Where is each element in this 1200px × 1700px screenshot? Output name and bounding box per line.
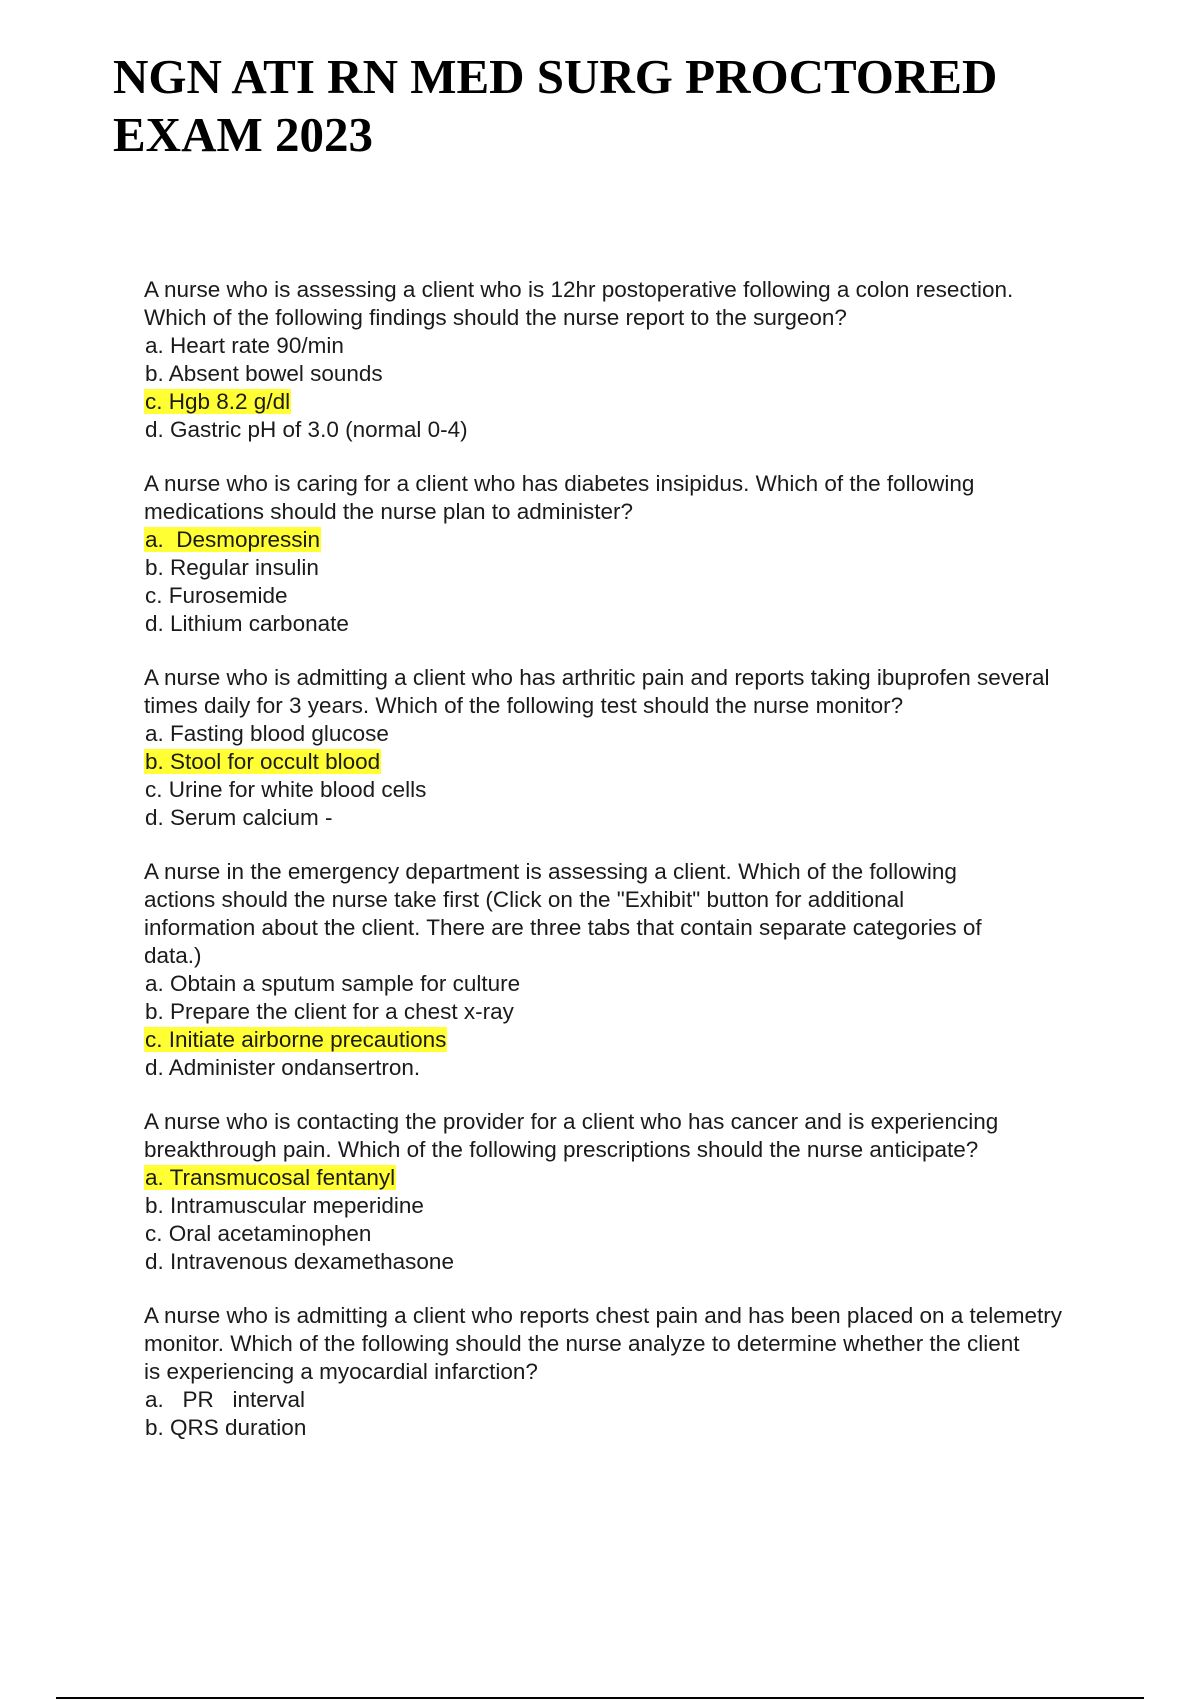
question-stem-line: medications should the nurse plan to administer?: [144, 499, 634, 524]
answer-option: [144, 1414, 1144, 1442]
document-title: [113, 48, 1113, 164]
answer-option-text: b. Absent bowel sounds: [145, 361, 383, 386]
answer-option-text: d. Serum calcium -: [145, 805, 333, 830]
answer-option: [144, 776, 1144, 804]
answer-option-highlighted: [144, 1164, 1144, 1192]
question-block: [144, 1108, 1144, 1276]
answer-option-highlighted: [144, 388, 1144, 416]
question-stem: [144, 276, 1144, 332]
answer-option-text: a. Transmucosal fentanyl: [145, 1165, 396, 1190]
answer-option-text: d. Gastric pH of 3.0 (normal 0-4): [145, 417, 468, 442]
answer-option-text: c. Furosemide: [145, 583, 288, 608]
answer-option-highlighted: [144, 526, 1144, 554]
answer-option: [144, 720, 1144, 748]
answer-option-text: b. Regular insulin: [145, 555, 319, 580]
answer-option-text: c. Hgb 8.2 g/dl: [145, 389, 291, 414]
answer-option-text: b. Prepare the client for a chest x-ray: [145, 999, 514, 1024]
answer-option-text: a. Fasting blood glucose: [145, 721, 389, 746]
question-stem-line: A nurse who is caring for a client who has diabetes insipidus. Which of the following: [144, 471, 975, 496]
answer-option-text: b. Intramuscular meperidine: [145, 1193, 424, 1218]
question-stem-line: data.): [144, 943, 202, 968]
question-stem-line: information about the client. There are three tabs that contain separate categories of: [144, 915, 982, 940]
question-stem: [144, 664, 1144, 720]
question-block: [144, 858, 1144, 1082]
answer-option: [144, 970, 1144, 998]
answer-option: [144, 360, 1144, 388]
question-block: [144, 664, 1144, 832]
answer-option: [144, 998, 1144, 1026]
answer-option-text: c. Urine for white blood cells: [145, 777, 427, 802]
answer-option: [144, 1386, 1144, 1414]
title-line-2: EXAM 2023: [113, 107, 373, 162]
answer-option-text: d. Administer ondansertron.: [145, 1055, 421, 1080]
answer-option-text: d. Lithium carbonate: [145, 611, 349, 636]
answer-option-text: a. Heart rate 90/min: [145, 333, 344, 358]
answer-option-text: a. Obtain a sputum sample for culture: [145, 971, 521, 996]
page-bottom-rule: [56, 1697, 1144, 1699]
question-stem-line: actions should the nurse take first (Click on the "Exhibit" button for additional: [144, 887, 905, 912]
answer-option: [144, 332, 1144, 360]
question-block: [144, 276, 1144, 444]
answer-option-text: a. Desmopressin: [145, 527, 321, 552]
question-stem-line: A nurse in the emergency department is assessing a client. Which of the following: [144, 859, 957, 884]
question-block: [144, 470, 1144, 638]
answer-option: [144, 1248, 1144, 1276]
answer-option-text: a. PR interval: [145, 1387, 306, 1412]
title-line-1: NGN ATI RN MED SURG PROCTORED: [113, 49, 998, 104]
question-stem-line: A nurse who is assessing a client who is 12hr postoperative following a colon resection.: [144, 277, 1014, 302]
answer-option: [144, 582, 1144, 610]
answer-option: [144, 804, 1144, 832]
answer-option-text: d. Intravenous dexamethasone: [145, 1249, 454, 1274]
question-stem-line: breakthrough pain. Which of the following prescriptions should the nurse anticipate?: [144, 1137, 979, 1162]
answer-option: [144, 416, 1144, 444]
question-stem-line: times daily for 3 years. Which of the following test should the nurse monitor?: [144, 693, 904, 718]
answer-option-highlighted: [144, 748, 1144, 776]
answer-option-text: b. QRS duration: [145, 1415, 307, 1440]
question-list: [144, 276, 1144, 1468]
question-stem: [144, 1108, 1144, 1164]
answer-option-text: c. Oral acetaminophen: [145, 1221, 372, 1246]
question-stem-line: is experiencing a myocardial infarction?: [144, 1359, 538, 1384]
question-stem-line: A nurse who is admitting a client who has arthritic pain and reports taking ibuprofen several: [144, 665, 1050, 690]
answer-option-text: b. Stool for occult blood: [145, 749, 381, 774]
answer-option-highlighted: [144, 1026, 1144, 1054]
question-stem: [144, 1302, 1144, 1386]
answer-option: [144, 1054, 1144, 1082]
question-stem: [144, 858, 1144, 970]
answer-option: [144, 610, 1144, 638]
question-stem-line: A nurse who is admitting a client who reports chest pain and has been placed on a telemetry: [144, 1303, 1063, 1328]
question-stem-line: Which of the following findings should the nurse report to the surgeon?: [144, 305, 847, 330]
answer-option-text: c. Initiate airborne precautions: [145, 1027, 447, 1052]
question-block: [144, 1302, 1144, 1442]
question-stem-line: monitor. Which of the following should the nurse analyze to determine whether the client: [144, 1331, 1020, 1356]
answer-option: [144, 1192, 1144, 1220]
answer-option: [144, 1220, 1144, 1248]
answer-option: [144, 554, 1144, 582]
question-stem-line: A nurse who is contacting the provider for a client who has cancer and is experiencing: [144, 1109, 999, 1134]
question-stem: [144, 470, 1144, 526]
